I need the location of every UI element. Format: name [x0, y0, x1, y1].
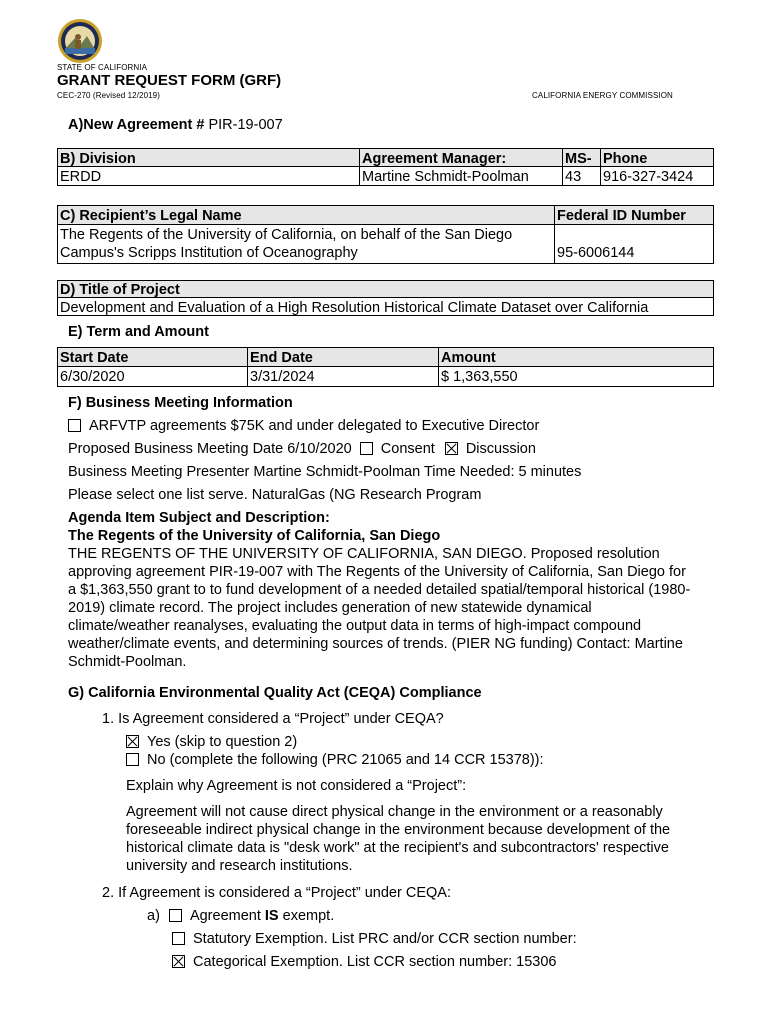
agenda-line: THE REGENTS OF THE UNIVERSITY OF CALIFORNIA, SAN DIEGO. Proposed resolution [68, 546, 660, 562]
statutory-label: Statutory Exemption. List PRC and/or CCR section number: [193, 931, 577, 947]
recipient-label: C) Recipient’s Legal Name [58, 206, 555, 224]
term-amount-title: E) Term and Amount [68, 324, 209, 340]
project-title-header-row [57, 280, 714, 298]
federal-id-value[interactable]: 95-6006144 [557, 245, 635, 261]
phone-value[interactable]: 916-327-3424 [603, 169, 694, 185]
agenda-line: 2019) climate record. The project includes generation of new statewide dynamical [68, 600, 592, 616]
explain-line: Agreement will not cause direct physical change in the environment or a reasonably [126, 804, 663, 820]
ceqa-question-2: 2. If Agreement is considered a “Project” under CEQA: [102, 885, 451, 901]
presenter-line: Business Meeting Presenter Martine Schmidt-Poolman Time Needed: 5 minutes [68, 464, 582, 480]
arfvtp-line [68, 417, 539, 435]
categorical-label: Categorical Exemption. List CCR section number: 15306 [193, 954, 557, 970]
ms-value[interactable]: 43 [563, 167, 601, 185]
q2a-line [147, 907, 334, 925]
recipient-header-row [57, 205, 714, 225]
explain-text[interactable] [126, 803, 714, 875]
end-date-value[interactable]: 3/31/2024 [248, 367, 439, 386]
project-title-label: D) Title of Project [60, 282, 180, 297]
start-date-label: Start Date [58, 348, 248, 366]
meeting-date-line [68, 440, 536, 458]
recipient-line-1: The Regents of the University of California, on behalf of the San Diego [60, 227, 513, 243]
q1-yes-checkbox[interactable] [126, 735, 139, 748]
recipient-value-row [57, 224, 714, 264]
division-value-row [57, 166, 714, 186]
term-header-row [57, 347, 714, 367]
q1-no-checkbox[interactable] [126, 753, 139, 766]
project-title-value[interactable]: Development and Evaluation of a High Resolution Historical Climate Dataset over California [60, 300, 649, 315]
ceqa-title: G) California Environmental Quality Act (CEQA) Compliance [68, 685, 482, 701]
agenda-description [68, 545, 714, 671]
q1-no-line [126, 751, 544, 769]
q2a-pre: Agreement [189, 908, 261, 924]
q2a-post: exempt. [282, 908, 335, 924]
recipient-value[interactable] [58, 225, 555, 263]
new-agreement-value: PIR-19-007 [208, 117, 283, 133]
categorical-line [172, 953, 556, 971]
form-title: GRANT REQUEST FORM (GRF) [57, 72, 282, 89]
federal-id-label: Federal ID Number [557, 208, 686, 224]
agency-label: CALIFORNIA ENERGY COMMISSION [532, 91, 673, 100]
division-value[interactable]: ERDD [58, 167, 360, 185]
agenda-subject: The Regents of the University of California, San Diego [68, 528, 441, 544]
new-agreement-line [68, 116, 283, 134]
agenda-line: a $1,363,550 grant to to fund development of a needed detailed spatial/temporal historical (1980- [68, 582, 691, 598]
meeting-date-label: Proposed Business Meeting Date 6/10/2020 [68, 441, 352, 457]
end-date-label: End Date [248, 348, 439, 366]
q2a-label: a) [147, 908, 160, 924]
amount-label: Amount [441, 350, 496, 366]
phone-label: Phone [603, 151, 648, 166]
discussion-label: Discussion [465, 441, 536, 457]
q1-yes-line [126, 733, 297, 751]
agenda-line: climate/weather reanalyses, evaluating the output data in terms of high-impact compound [68, 618, 642, 634]
explain-line: historical climate data is "desk work" at the recipient's and subcontractors' respective [126, 840, 669, 856]
statutory-line [172, 930, 577, 948]
arfvtp-checkbox[interactable] [68, 419, 81, 432]
q2a-checkbox[interactable] [169, 909, 182, 922]
division-label: B) Division [58, 149, 360, 166]
explain-label: Explain why Agreement is not considered a “Project”: [126, 778, 467, 794]
term-value-row [57, 366, 714, 387]
agenda-heading: Agenda Item Subject and Description: [68, 510, 330, 526]
list-serve-line: Please select one list serve. NaturalGas (NG Research Program [68, 487, 482, 503]
form-id: CEC-270 (Revised 12/2019) [57, 91, 160, 100]
discussion-checkbox[interactable] [445, 442, 458, 455]
state-label: STATE OF CALIFORNIA [57, 63, 148, 72]
manager-label: Agreement Manager: [360, 149, 563, 166]
ceqa-question-1: 1. Is Agreement considered a “Project” under CEQA? [102, 711, 444, 727]
statutory-checkbox[interactable] [172, 932, 185, 945]
new-agreement-label: A)New Agreement # [68, 117, 205, 133]
consent-label: Consent [380, 441, 435, 457]
recipient-line-2: Campus's Scripps Institution of Oceanography [60, 245, 358, 261]
business-meeting-title: F) Business Meeting Information [68, 395, 293, 411]
california-state-seal-icon [57, 18, 103, 64]
agenda-line: weather/climate events, and determining sources of trends. (PIER NG funding) Contact: Martine [68, 636, 683, 652]
arfvtp-label: ARFVTP agreements $75K and under delegated to Executive Director [89, 418, 540, 434]
project-title-value-row [57, 297, 714, 316]
q1-no-label: No (complete the following (PRC 21065 and 14 CCR 15378)): [147, 752, 544, 768]
explain-line: university and research institutions. [126, 858, 353, 874]
agenda-line: Schmidt-Poolman. [68, 654, 187, 670]
agenda-line: approving agreement PIR-19-007 with The Regents of the University of California, San Diego for [68, 564, 686, 580]
ms-label: MS- [563, 149, 601, 166]
q2a-bold: IS [264, 908, 279, 924]
amount-value[interactable]: $ 1,363,550 [441, 369, 518, 385]
division-header-row [57, 148, 714, 167]
consent-checkbox[interactable] [360, 442, 373, 455]
q1-yes-label: Yes (skip to question 2) [147, 734, 298, 750]
start-date-value[interactable]: 6/30/2020 [58, 367, 248, 386]
categorical-checkbox[interactable] [172, 955, 185, 968]
manager-value[interactable]: Martine Schmidt-Poolman [360, 167, 563, 185]
explain-line: foreseeable indirect physical change in the environment because development of the [126, 822, 671, 838]
